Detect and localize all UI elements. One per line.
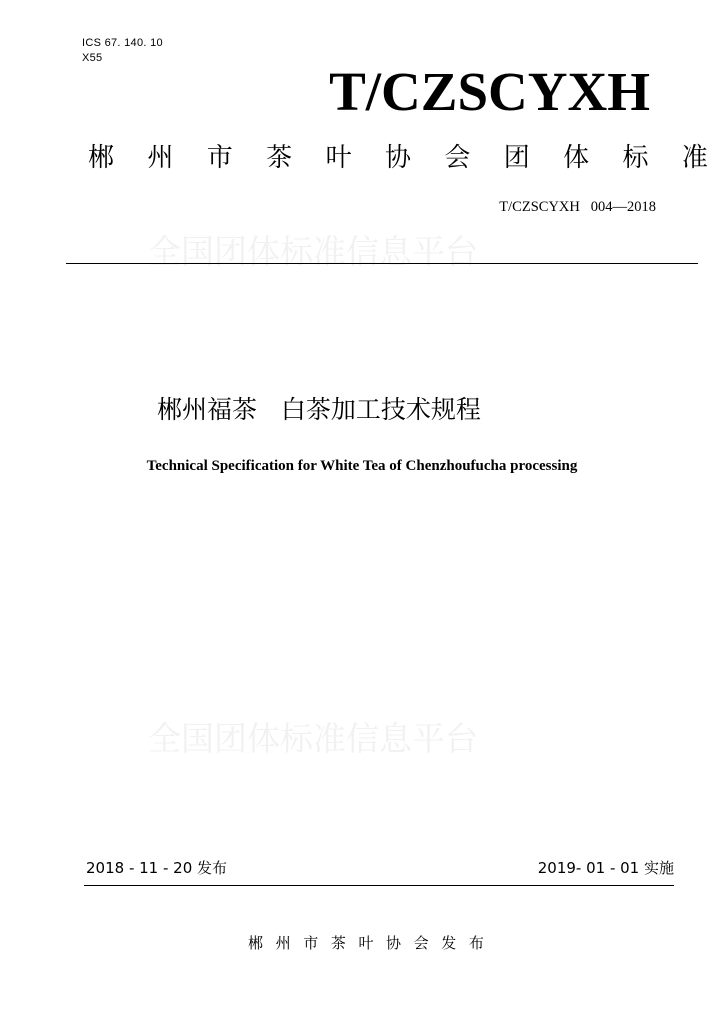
effective-date: 2019- 01 - 01 实施: [537, 859, 674, 877]
org-title-char: 会: [444, 143, 471, 173]
publisher-char: 茶: [330, 934, 346, 952]
org-standard-title: [88, 141, 708, 175]
publisher-line: [248, 932, 484, 954]
org-title-char: 协: [384, 143, 411, 173]
org-title-char: 团: [503, 143, 530, 173]
publisher-char: 会: [413, 934, 429, 952]
publisher-char: 州: [275, 934, 291, 952]
publisher-char: 市: [303, 934, 319, 952]
publisher-char: 发: [441, 934, 457, 952]
org-title-char: 标: [622, 143, 649, 173]
org-title-char: 市: [206, 143, 233, 173]
document-title-english: Technical Specification for White Tea of Chenzhoufucha processing: [146, 458, 578, 474]
ics-code: ICS 67. 140. 10: [82, 37, 163, 49]
watermark: 全国团体标准信息平台: [148, 719, 478, 758]
classification-code: X55: [82, 52, 103, 64]
org-title-char: 茶: [266, 143, 293, 173]
org-title-char: 叶: [325, 143, 352, 173]
publisher-char: 郴: [248, 934, 264, 952]
org-title-char: 体: [563, 143, 590, 173]
publisher-char: 叶: [358, 934, 374, 952]
org-title-char: 州: [147, 143, 174, 173]
divider-bottom: [84, 885, 674, 886]
watermark: 全国团体标准信息平台: [148, 232, 478, 271]
standard-code-heading: T/CZSCYXH: [329, 61, 650, 122]
publisher-char: 协: [386, 934, 402, 952]
document-title-chinese: 郴州福茶 白茶加工技术规程: [157, 395, 481, 424]
publish-date: 2018 - 11 - 20 发布: [86, 859, 228, 877]
org-title-char: 准: [681, 143, 708, 173]
standard-number: T/CZSCYXH 004—2018: [499, 199, 656, 215]
divider-top: [66, 263, 698, 264]
org-title-char: 郴: [88, 143, 115, 173]
publisher-char: 布: [468, 934, 484, 952]
